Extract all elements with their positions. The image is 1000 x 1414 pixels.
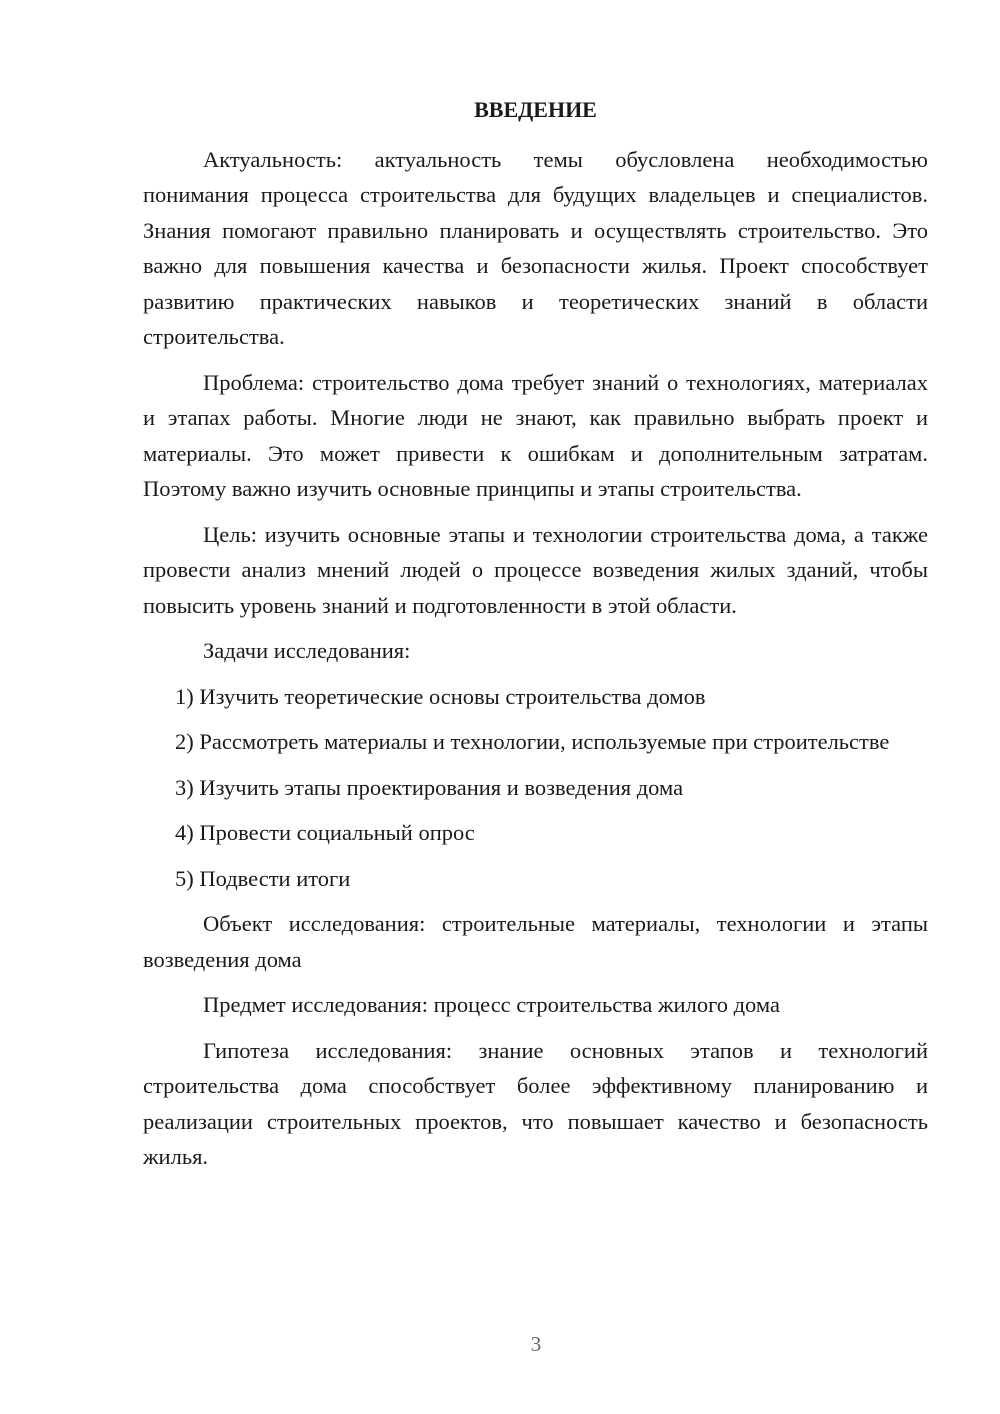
goal-paragraph: Цель: изучить основные этапы и технологии строительства дома, а также провести анализ мнений людей о процессе возведения жилых зданий, чтобы повысить уровень знаний и подготовленности в этой области.: [143, 521, 928, 618]
task-item-2: 2) Рассмотреть материалы и технологии, используемые при строительстве: [175, 729, 890, 754]
hypothesis-paragraph: Гипотеза исследования: знание основных этапов и технологий строительства дома способствует более эффективному планированию и реализации строительных проектов, что повышает качество и безопасность жилья.: [143, 1037, 928, 1169]
relevance-paragraph: Актуальность: актуальность темы обусловлена необходимостью понимания процесса строительства для будущих владельцев и специалистов. Знания помогают правильно планировать и осуществлять строительство. Это важно для повышения качества и безопасности жилья. Проект способствует развитию практических навыков и теоретических знаний в области строительства.: [143, 146, 928, 349]
page-title: ВВЕДЕНИЕ: [474, 97, 597, 122]
page-number: 3: [530, 1332, 542, 1356]
task-item-4: 4) Провести социальный опрос: [175, 820, 475, 845]
task-item-1: 1) Изучить теоретические основы строительства домов: [175, 683, 706, 709]
problem-paragraph: Проблема: строительство дома требует знаний о технологиях, материалах и этапах работы. Многие люди не знают, как правильно выбрать проект и материалы. Это может привести к ошибкам и дополнительным затратам. Поэтому важно изучить основные принципы и этапы строительства.: [143, 369, 928, 501]
task-item-5: 5) Подвести итоги: [175, 865, 351, 891]
task-item-3: 3) Изучить этапы проектирования и возведения дома: [175, 774, 684, 800]
object-paragraph: Объект исследования: строительные материалы, технологии и этапы возведения дома: [143, 911, 928, 972]
subject-paragraph: Предмет исследования: процесс строительства жилого дома: [203, 992, 780, 1017]
page-content: [143, 92, 928, 1175]
tasks-heading: Задачи исследования:: [203, 638, 411, 663]
